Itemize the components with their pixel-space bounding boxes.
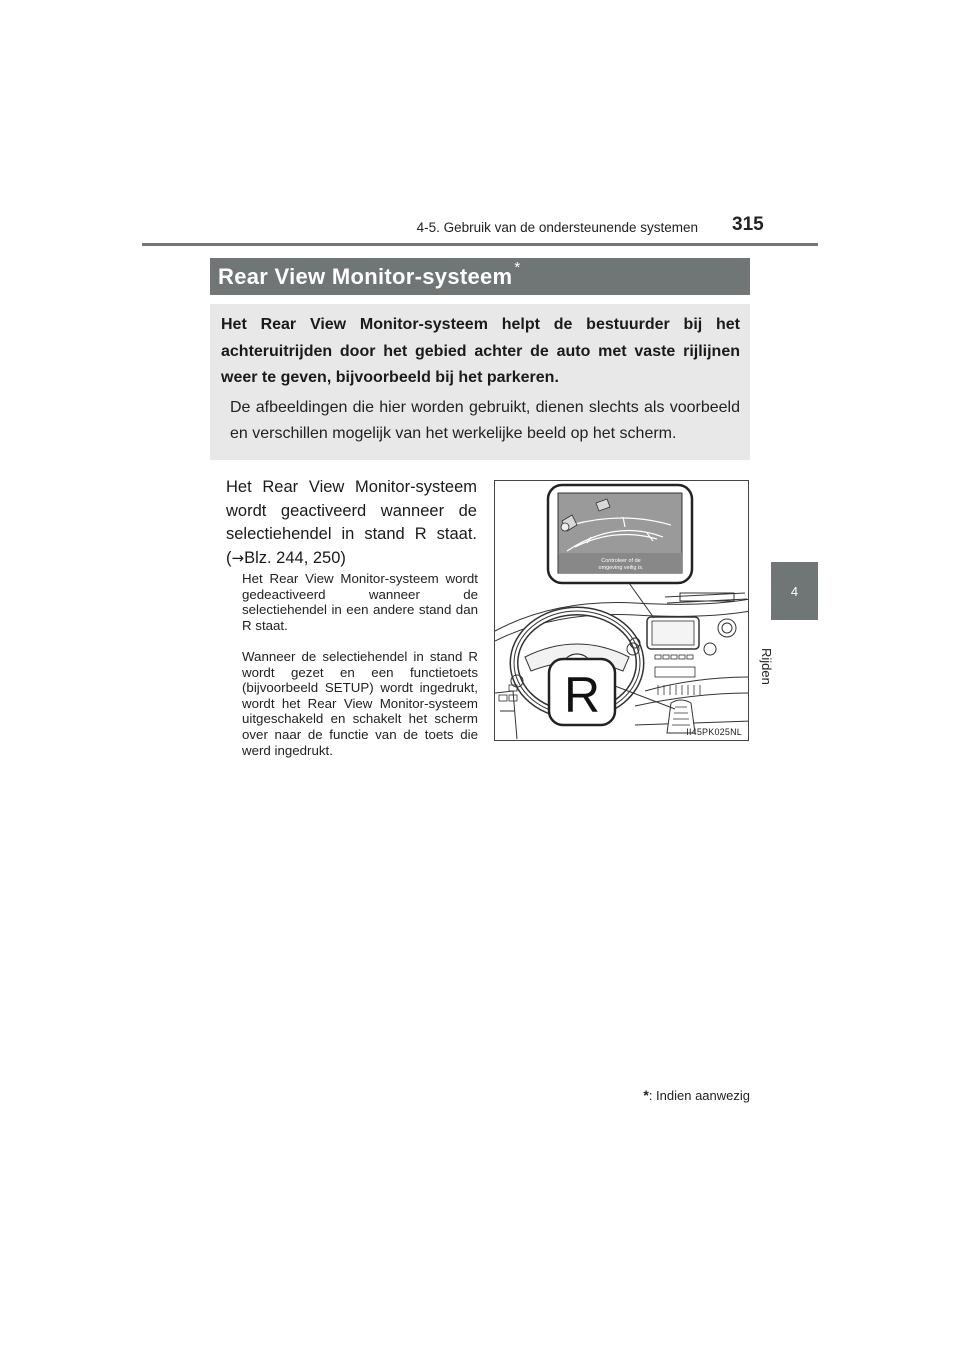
page-number: 315	[732, 214, 764, 235]
footnote-marker: *	[643, 1087, 649, 1103]
footnote-text: : Indien aanwezig	[648, 1088, 750, 1103]
note-deactivation: Het Rear View Monitor-systeem wordt gedeactiveerd wanneer de selectiehendel in een andere stand dan R staat.	[242, 571, 478, 633]
figure-code: II45PK025NL	[686, 727, 742, 737]
screen-caption-line2: omgeving veilig is.	[598, 565, 644, 571]
main-text: Het Rear View Monitor-systeem wordt geactiveerd wanneer de selectiehendel in stand R staat.	[226, 478, 477, 543]
intro-summary: Het Rear View Monitor-systeem helpt de bestuurder bij het achteruitrijden door het gebied achter de auto met vaste rijlijnen weer te geven, bijvoorbeeld bij het parkeren.	[221, 316, 740, 386]
arrow-icon: →	[231, 548, 245, 567]
dashboard-illustration	[494, 480, 749, 741]
chapter-title: Rijden	[759, 648, 774, 685]
intro-note: De afbeeldingen die hier worden gebruikt, dienen slechts als voorbeeld en verschillen mogelijk van het werkelijke beeld op het scherm.	[230, 398, 740, 442]
dashboard-drawing	[495, 481, 749, 741]
section-heading: 4-5. Gebruik van de ondersteunende systemen	[416, 220, 698, 235]
intro-box	[210, 304, 750, 460]
chapter-title-vertical	[760, 628, 830, 698]
reference-pages: Blz. 244, 250	[244, 548, 341, 567]
screen-caption-line1: Controleer of de	[601, 558, 641, 564]
page-title-bar	[210, 258, 750, 295]
optional-marker: *	[514, 259, 521, 276]
footnote	[560, 1087, 750, 1103]
page-title: Rear View Monitor-systeem	[218, 263, 513, 289]
header-rule	[142, 243, 818, 246]
note-function-button: Wanneer de selectiehendel in stand R wordt gezet en een functietoets (bijvoorbeeld SETUP) wordt ingedrukt, wordt het Rear View Monitor-systeem uitgeschakeld en schakelt het scherm over naar de functie van de toets die werd ingedrukt.	[242, 649, 478, 758]
gear-r-label: R	[563, 667, 601, 723]
chapter-tab	[771, 562, 818, 620]
page-reference: (→Blz. 244, 250)	[226, 548, 346, 567]
main-paragraph	[226, 476, 477, 570]
chapter-number: 4	[790, 583, 799, 599]
